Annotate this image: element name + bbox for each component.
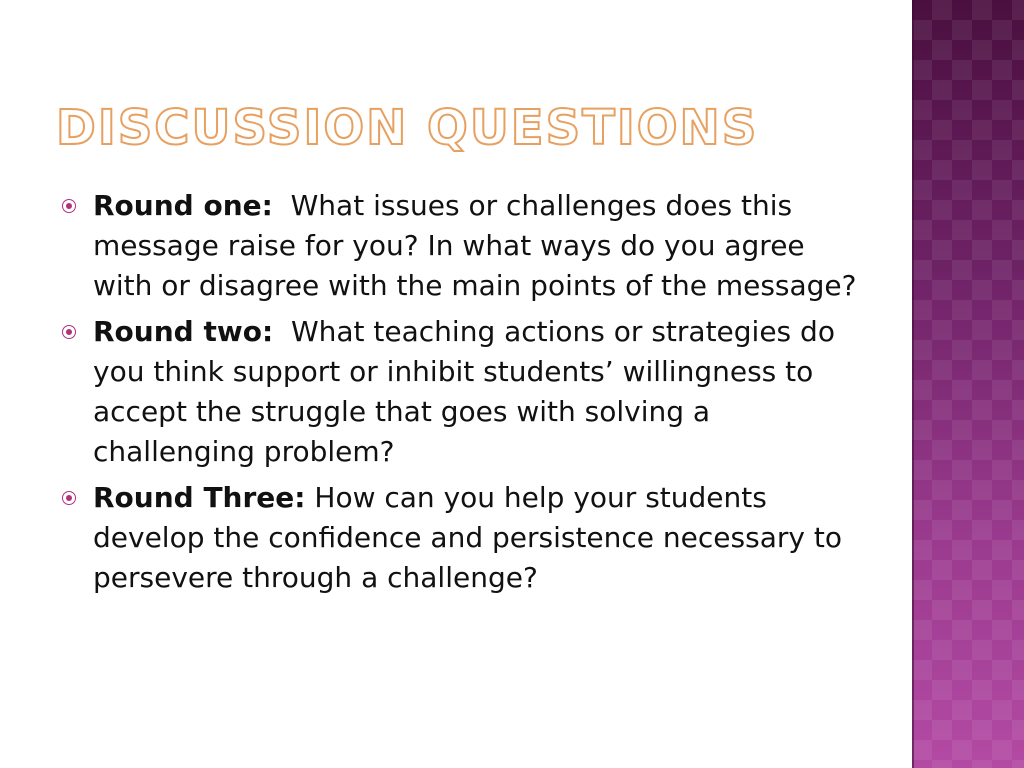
bullet-label: Round two: — [93, 315, 274, 348]
bullet-label: Round one: — [93, 189, 273, 222]
bullet-list — [62, 186, 862, 604]
bullet-item-round-one — [62, 186, 862, 306]
bullet-item-round-two — [62, 312, 862, 472]
bullet-item-round-three — [62, 478, 862, 598]
circled-dot-bullet-icon — [62, 325, 76, 339]
circled-dot-bullet-icon — [62, 199, 76, 213]
bullet-text: What teaching actions or strategies do you think support or inhibit students’ willingness to accept the struggle that goes with solving a challenging problem? — [93, 315, 844, 468]
decorative-side-band — [912, 0, 1024, 768]
bullet-label: Round Three: — [93, 481, 306, 514]
circled-dot-bullet-icon — [62, 491, 76, 505]
bullet-text: How can you help your students develop the confidence and persistence necessary to persevere through a challenge? — [93, 481, 851, 594]
bullet-text: What issues or challenges does this message raise for you? In what ways do you agree with or disagree with the main points of the message? — [93, 189, 857, 302]
slide-title: DISCUSSION QUESTIONS — [56, 100, 759, 156]
